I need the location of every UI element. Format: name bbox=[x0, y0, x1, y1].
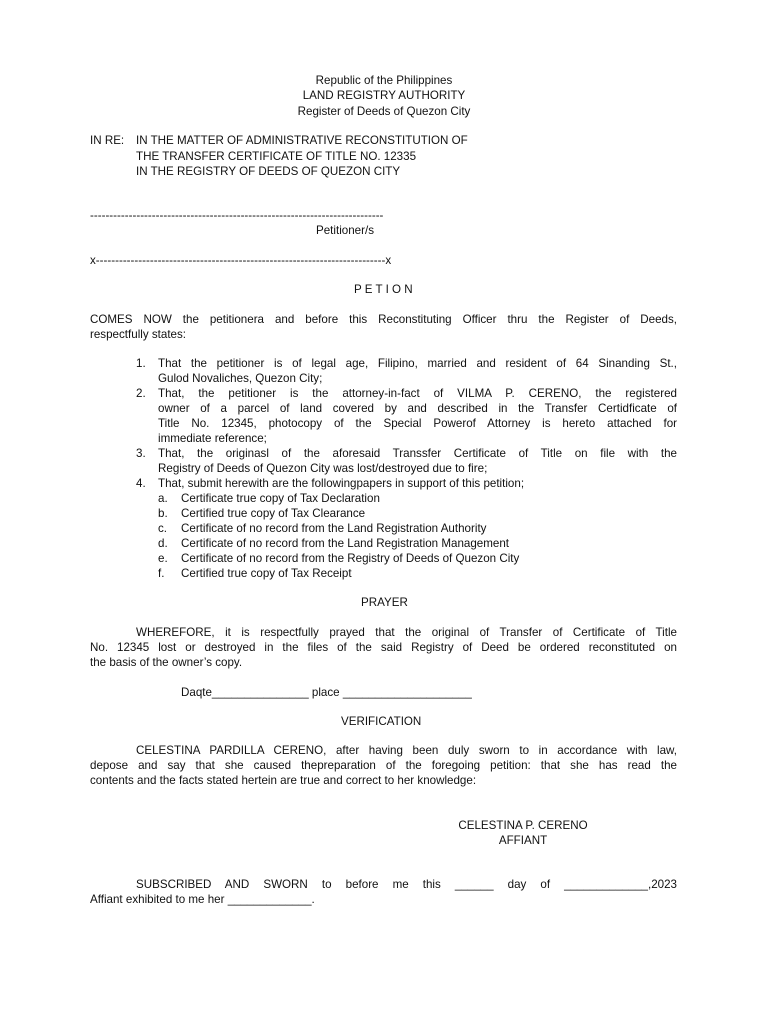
subitem-letter: a. bbox=[158, 492, 168, 505]
in-re-line-1: IN THE MATTER OF ADMINISTRATIVE RECONSTITUTION OF bbox=[136, 134, 468, 147]
subitem-text: Certified true copy of Tax Receipt bbox=[181, 567, 352, 580]
subitem-text: Certificate of no record from the Land Registration Authority bbox=[181, 522, 487, 535]
header-register: Register of Deeds of Quezon City bbox=[297, 105, 471, 118]
prayer-line-3: the basis of the owner’s copy. bbox=[90, 656, 243, 669]
subitem-letter: f. bbox=[158, 567, 165, 580]
in-re-line-2: THE TRANSFER CERTIFICATE OF TITLE NO. 12335 bbox=[136, 150, 417, 163]
subitem-text: Certified true copy of Tax Clearance bbox=[181, 507, 366, 520]
prayer-line-2: No. 12345 lost or destroyed in the files of the said Registry of Deed be ordered reconstituted on bbox=[90, 641, 677, 654]
item-1-line-1: That the petitioner is of legal age, Filipino, married and resident of 64 Sinanding St., bbox=[158, 357, 677, 370]
item-1-line-2: Gulod Novaliches, Quezon City; bbox=[158, 372, 323, 385]
item-2-line-3: Title No. 12345, photocopy of the Special Powerof Attorney is hereto attached for bbox=[158, 417, 677, 430]
header-authority: LAND REGISTRY AUTHORITY bbox=[302, 89, 466, 102]
intro-line-1: COMES NOW the petitionera and before this Reconstituting Officer thru the Register of Deeds, bbox=[90, 313, 677, 326]
in-re-label: IN RE: bbox=[90, 134, 125, 147]
caption-petitioner: Petitioner/s bbox=[316, 224, 374, 237]
item-2-line-1: That, the petitioner is the attorney-in-fact of VILMA P. CERENO, the registered bbox=[158, 387, 677, 400]
affiant-role: AFFIANT bbox=[498, 834, 548, 847]
item-number: 4. bbox=[136, 477, 146, 490]
document-title: P E T I O N bbox=[354, 283, 413, 296]
intro-line-2: respectfully states: bbox=[90, 328, 187, 341]
item-2-line-4: immediate reference; bbox=[158, 432, 267, 445]
item-number: 2. bbox=[136, 387, 146, 400]
subitem-text: Certificate of no record from the Registry of Deeds of Quezon City bbox=[181, 552, 520, 565]
prayer-line-1: WHEREFORE, it is respectfully prayed that the original of Transfer of Certificate of Title bbox=[136, 626, 677, 639]
affiant-name: CELESTINA P. CERENO bbox=[458, 819, 588, 832]
verification-heading: VERIFICATION bbox=[341, 715, 422, 728]
item-2-line-2: owner of a parcel of land covered by and described in the Transfer Certidficate of bbox=[158, 402, 677, 415]
jurat-line-2: Affiant exhibited to me her _____________. bbox=[90, 893, 315, 906]
subitem-letter: c. bbox=[158, 522, 168, 535]
subitem-text: Certificate of no record from the Land Registration Management bbox=[181, 537, 510, 550]
verification-line-2: depose and say that she caused thepreparation of the foregoing petition: that she has read the bbox=[90, 759, 677, 772]
caption-x-line: x---------------------------------------------------------------------------x bbox=[90, 254, 392, 267]
subitem-text: Certificate true copy of Tax Declaration bbox=[181, 492, 380, 505]
jurat-line-1: SUBSCRIBED AND SWORN to before me this ______ day of _____________,2023 bbox=[136, 878, 677, 891]
date-place-line: Daqte_______________ place ____________________ bbox=[181, 686, 472, 699]
item-4-line-1: That, submit herewith are the followingpapers in support of this petition; bbox=[158, 477, 525, 490]
verification-line-3: contents and the facts stated hertein are true and correct to her knowledge: bbox=[90, 774, 477, 787]
item-3-line-2: Registry of Deeds of Quezon City was lost/destroyed due to fire; bbox=[158, 462, 488, 475]
item-3-line-1: That, the originasl of the aforesaid Transsfer Certificate of Title on file with the bbox=[158, 447, 677, 460]
prayer-heading: PRAYER bbox=[361, 596, 408, 609]
header-republic: Republic of the Philippines bbox=[315, 74, 453, 87]
subitem-letter: d. bbox=[158, 537, 168, 550]
item-number: 1. bbox=[136, 357, 146, 370]
caption-dash-line: ---------------------------------------------------------------------------- bbox=[90, 209, 384, 222]
in-re-line-3: IN THE REGISTRY OF DEEDS OF QUEZON CITY bbox=[136, 165, 401, 178]
verification-line-1: CELESTINA PARDILLA CERENO, after having been duly sworn to in accordance with law, bbox=[136, 744, 677, 757]
subitem-letter: b. bbox=[158, 507, 168, 520]
subitem-letter: e. bbox=[158, 552, 168, 565]
item-number: 3. bbox=[136, 447, 146, 460]
